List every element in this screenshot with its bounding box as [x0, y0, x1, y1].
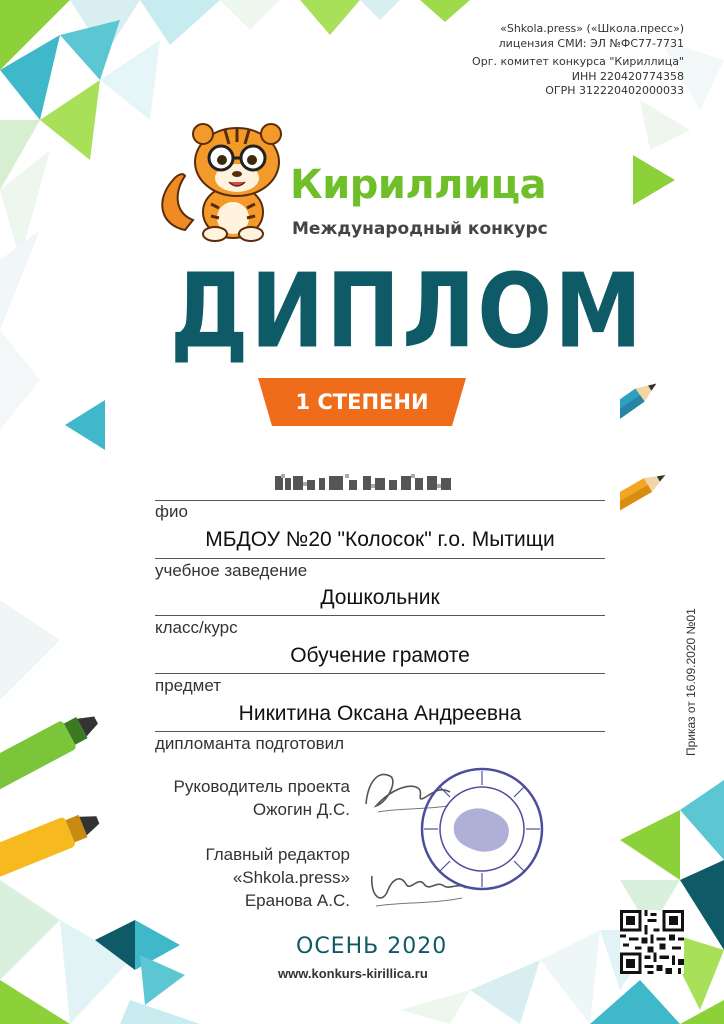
class-label: класс/курс [155, 618, 238, 637]
tiger-mascot-icon [155, 120, 290, 245]
order-reference: Приказ от 16.09.2020 №01 [684, 608, 698, 756]
project-lead-signature-block [174, 775, 351, 821]
fio-label: фио [155, 502, 188, 521]
qr-code-icon[interactable] [620, 910, 684, 974]
class-line [155, 615, 605, 616]
school-line [155, 558, 605, 559]
contest-subtitle: Международный конкурс [292, 219, 548, 239]
fio-line [155, 500, 605, 501]
publisher-info [472, 22, 684, 99]
pencils-decoration [620, 375, 724, 565]
publisher-line: «Shkola.press» («Школа.пресс») [500, 22, 684, 35]
chief-editor-role: Главный редактор [205, 845, 350, 864]
recipient-name-obscured [275, 472, 457, 494]
publisher-line: лицензия СМИ: ЭЛ №ФС77-7731 [498, 36, 684, 50]
teacher-value: Никитина Оксана Андреевна [238, 702, 522, 725]
teacher-line [155, 731, 605, 732]
class-value: Дошкольник [320, 586, 440, 609]
official-stamp-icon [418, 765, 546, 893]
markers-decoration [0, 700, 105, 900]
chief-editor-org: «Shkola.press» [232, 868, 350, 887]
brand-name: Кириллица [290, 162, 547, 208]
website-link[interactable]: www.konkurs-kirillica.ru [278, 966, 428, 981]
subject-value: Обучение грамоте [290, 644, 470, 667]
publisher-line: ОГРН 312220402000033 [545, 84, 684, 97]
project-lead-name: Ожогин Д.С. [252, 800, 350, 819]
school-value: МБДОУ №20 "Колосок" г.о. Мытищи [205, 528, 555, 551]
publisher-line: ИНН 220420774358 [571, 69, 684, 83]
teacher-label: дипломанта подготовил [155, 734, 345, 753]
season-label: ОСЕНЬ 2020 [296, 934, 448, 959]
subject-label: предмет [155, 676, 222, 695]
chief-editor-name: Еранова А.С. [244, 891, 350, 910]
subject-line [155, 673, 605, 674]
degree-label: 1 СТЕПЕНИ [295, 390, 429, 414]
school-label: учебное заведение [155, 561, 308, 580]
chief-editor-signature-block [205, 843, 350, 912]
project-lead-role: Руководитель проекта [173, 777, 350, 796]
publisher-line: Орг. комитет конкурса "Кириллица" [472, 55, 684, 68]
diploma-title: ДИПЛОМ [170, 252, 645, 372]
